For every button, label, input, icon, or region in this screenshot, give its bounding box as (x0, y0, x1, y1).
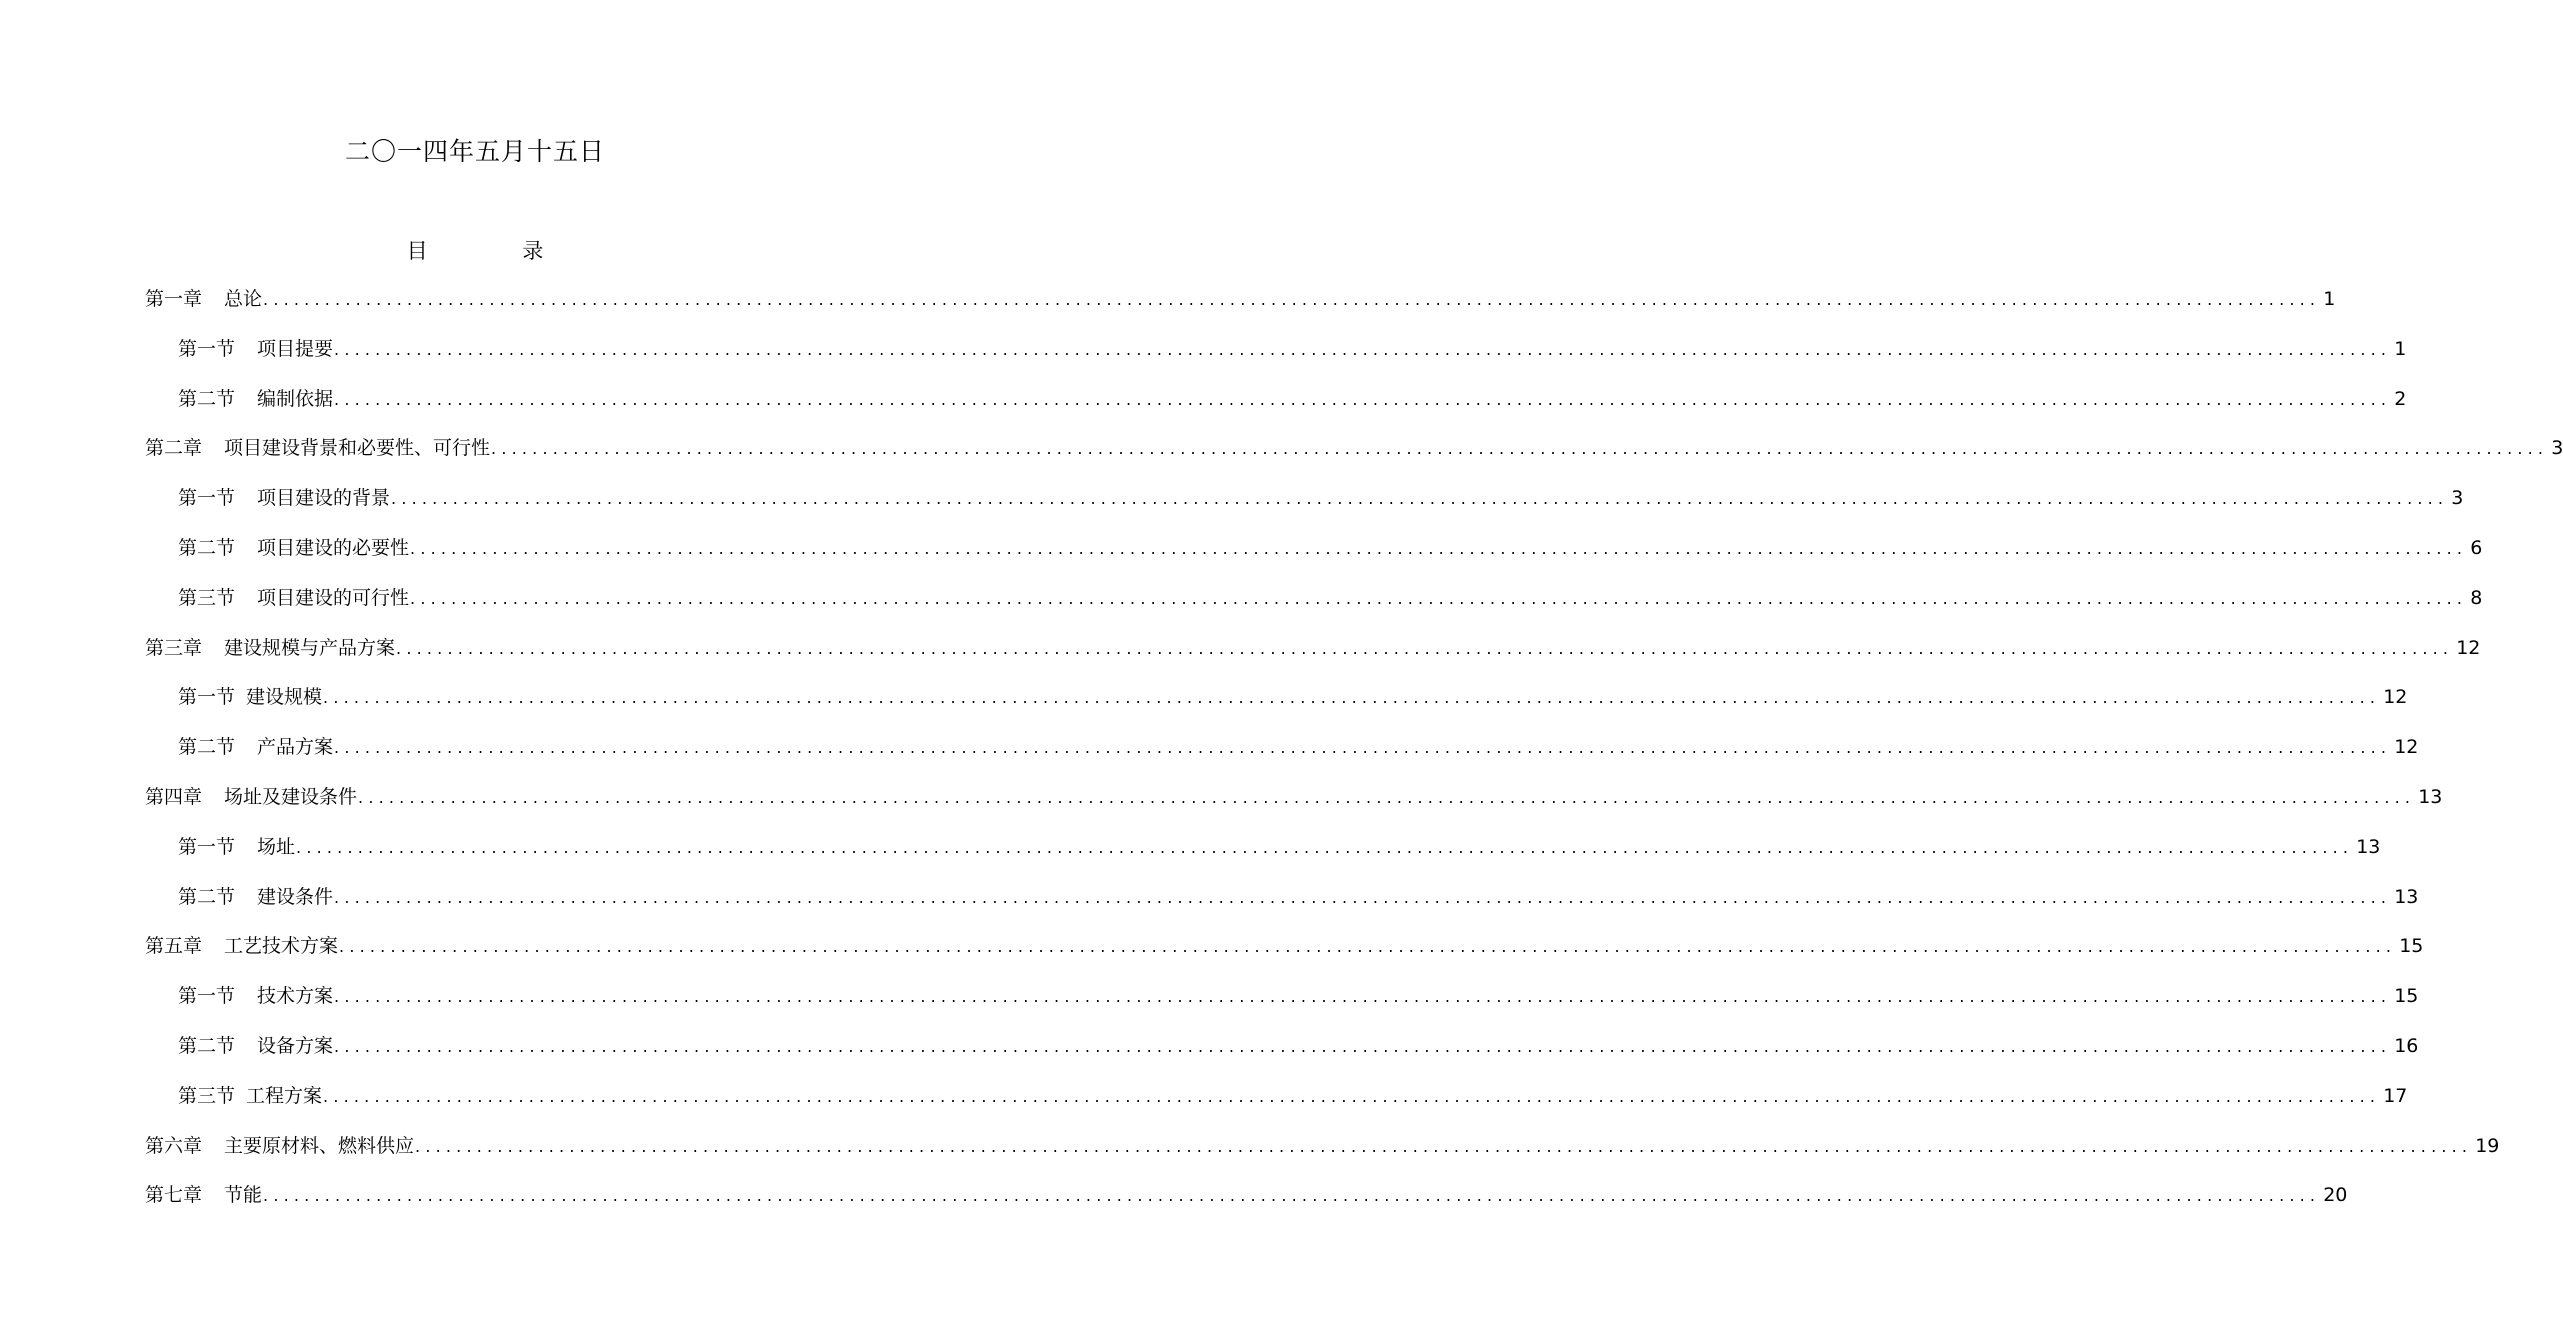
toc-entry-title: 节能 (224, 1184, 263, 1207)
toc-entry-number: 第二节 (178, 885, 236, 908)
toc-title: 目 录 (406, 239, 588, 263)
toc-leader-dots: ........................................................................................................................................................................................................ (334, 1036, 2392, 1056)
toc-entry-number: 第二节 (178, 387, 236, 410)
toc-leader-dots: ........................................................................................................................................................................................................ (334, 738, 2392, 758)
toc-entry-label (178, 832, 295, 862)
toc-page-number: 16 (2394, 1034, 2419, 1057)
toc-entry-number: 第四章 (145, 785, 203, 808)
toc-entry-title: 项目建设背景和必要性、可行性 (224, 437, 491, 460)
toc-page-number: 8 (2470, 586, 2483, 609)
toc-leader-dots: ........................................................................................................................................................................................................ (334, 887, 2392, 907)
toc-entry-label (145, 1180, 262, 1210)
toc-leader-dots: ........................................................................................................................................................................................................ (410, 538, 2468, 558)
toc-page-number: 1 (2323, 288, 2336, 310)
toc-entry-label (178, 1081, 322, 1111)
table-of-contents (145, 284, 2563, 1230)
toc-entry-title: 设备方案 (257, 1034, 334, 1057)
toc-page-number: 12 (2394, 736, 2419, 759)
toc-entry-label (178, 384, 333, 414)
toc-entry-label (145, 633, 395, 663)
toc-page-number: 17 (2383, 1084, 2408, 1107)
toc-page-number: 3 (2551, 437, 2563, 460)
toc-section-entry[interactable] (145, 882, 2419, 932)
toc-page-number: 6 (2470, 536, 2483, 559)
toc-page-number: 12 (2383, 686, 2408, 709)
toc-chapter-entry[interactable] (145, 931, 2424, 981)
toc-entry-title: 项目建设的背景 (257, 487, 391, 510)
toc-entry-number: 第二章 (145, 437, 203, 460)
toc-leader-dots: ........................................................................................................................................................................................................ (358, 787, 2416, 807)
toc-entry-label (145, 1131, 414, 1161)
toc-page-number: 1 (2394, 337, 2407, 360)
toc-chapter-entry[interactable] (145, 1180, 2348, 1230)
toc-entry-number: 第二节 (178, 536, 236, 559)
toc-chapter-entry[interactable] (145, 433, 2563, 483)
toc-entry-title: 建设条件 (257, 885, 334, 908)
toc-entry-label (145, 782, 357, 812)
toc-page-number: 13 (2356, 835, 2381, 858)
toc-page-number: 13 (2394, 885, 2419, 908)
toc-leader-dots: ........................................................................................................................................................................................................ (296, 837, 2354, 857)
toc-entry-label (178, 483, 390, 513)
toc-leader-dots: ........................................................................................................................................................................................................ (334, 987, 2392, 1007)
toc-entry-title: 场址及建设条件 (224, 785, 358, 808)
toc-section-entry[interactable] (145, 533, 2483, 583)
toc-entry-title: 总论 (224, 288, 263, 310)
toc-entry-number: 第二节 (178, 1034, 236, 1057)
toc-leader-dots: ........................................................................................................................................................................................................ (323, 688, 2381, 708)
toc-section-entry[interactable] (145, 1031, 2419, 1081)
toc-entry-title: 项目提要 (257, 337, 334, 360)
toc-leader-dots: ........................................................................................................................................................................................................ (491, 439, 2549, 459)
toc-chapter-entry[interactable] (145, 284, 2336, 334)
toc-entry-label (145, 433, 490, 463)
toc-entry-title: 主要原材料、燃料供应 (224, 1134, 415, 1157)
toc-entry-title: 工程方案 (246, 1084, 323, 1107)
toc-section-entry[interactable] (145, 483, 2464, 533)
toc-page-number: 3 (2451, 487, 2464, 510)
toc-chapter-entry[interactable] (145, 782, 2443, 832)
toc-page-number: 15 (2394, 985, 2419, 1008)
toc-entry-label (178, 533, 409, 563)
toc-leader-dots: ........................................................................................................................................................................................................ (396, 638, 2454, 658)
toc-chapter-entry[interactable] (145, 633, 2481, 683)
toc-entry-label (178, 682, 322, 712)
toc-entry-label (145, 931, 338, 961)
toc-leader-dots: ........................................................................................................................................................................................................ (323, 1086, 2381, 1106)
toc-page-number: 2 (2394, 387, 2407, 410)
toc-entry-label (178, 882, 333, 912)
toc-entry-label (178, 334, 333, 364)
toc-entry-number: 第五章 (145, 935, 203, 958)
toc-entry-number: 第一节 (178, 835, 236, 858)
toc-entry-label (145, 284, 262, 314)
toc-entry-number: 第三节 (178, 586, 236, 609)
toc-leader-dots: ........................................................................................................................................................................................................ (334, 339, 2392, 359)
toc-entry-number: 第三节 (178, 1084, 236, 1107)
toc-entry-title: 工艺技术方案 (224, 935, 339, 958)
toc-entry-number: 第一节 (178, 686, 236, 709)
toc-section-entry[interactable] (145, 1081, 2408, 1131)
toc-entry-title: 技术方案 (257, 985, 334, 1008)
toc-page-number: 20 (2323, 1184, 2348, 1207)
toc-page-number: 13 (2418, 785, 2443, 808)
toc-leader-dots: ........................................................................................................................................................................................................ (415, 1136, 2473, 1156)
toc-section-entry[interactable] (145, 334, 2407, 384)
toc-entry-number: 第一章 (145, 288, 203, 310)
toc-section-entry[interactable] (145, 384, 2407, 434)
toc-chapter-entry[interactable] (145, 1131, 2500, 1181)
toc-entry-title: 建设规模与产品方案 (224, 636, 396, 659)
toc-entry-title: 产品方案 (257, 736, 334, 759)
toc-entry-title: 项目建设的必要性 (257, 536, 410, 559)
toc-entry-number: 第三章 (145, 636, 203, 659)
toc-section-entry[interactable] (145, 832, 2381, 882)
toc-entry-label (178, 732, 333, 762)
toc-entry-title: 项目建设的可行性 (257, 586, 410, 609)
toc-leader-dots: ........................................................................................................................................................................................................ (339, 937, 2397, 957)
toc-entry-number: 第一节 (178, 487, 236, 510)
toc-leader-dots: ........................................................................................................................................................................................................ (263, 1186, 2321, 1206)
toc-leader-dots: ........................................................................................................................................................................................................ (263, 290, 2321, 309)
toc-entry-title: 场址 (257, 835, 296, 858)
toc-leader-dots: ........................................................................................................................................................................................................ (410, 588, 2468, 608)
toc-page-number: 15 (2399, 935, 2424, 958)
toc-entry-label (178, 981, 333, 1011)
toc-section-entry[interactable] (145, 682, 2408, 732)
toc-entry-number: 第一节 (178, 985, 236, 1008)
toc-section-entry[interactable] (145, 732, 2419, 782)
toc-section-entry[interactable] (145, 981, 2419, 1031)
report-date: 二〇一四年五月十五日 (344, 137, 605, 166)
toc-entry-number: 第六章 (145, 1134, 203, 1157)
toc-entry-title: 建设规模 (246, 686, 323, 709)
toc-entry-number: 第一节 (178, 337, 236, 360)
toc-entry-label (178, 583, 409, 613)
toc-section-entry[interactable] (145, 583, 2483, 633)
toc-entry-label (178, 1031, 333, 1061)
toc-entry-number: 第二节 (178, 736, 236, 759)
toc-leader-dots: ........................................................................................................................................................................................................ (391, 489, 2449, 509)
toc-page-number: 19 (2475, 1134, 2500, 1157)
toc-leader-dots: ........................................................................................................................................................................................................ (334, 389, 2392, 409)
toc-entry-number: 第七章 (145, 1184, 203, 1207)
toc-entry-title: 编制依据 (257, 387, 334, 410)
toc-page-number: 12 (2456, 636, 2481, 659)
